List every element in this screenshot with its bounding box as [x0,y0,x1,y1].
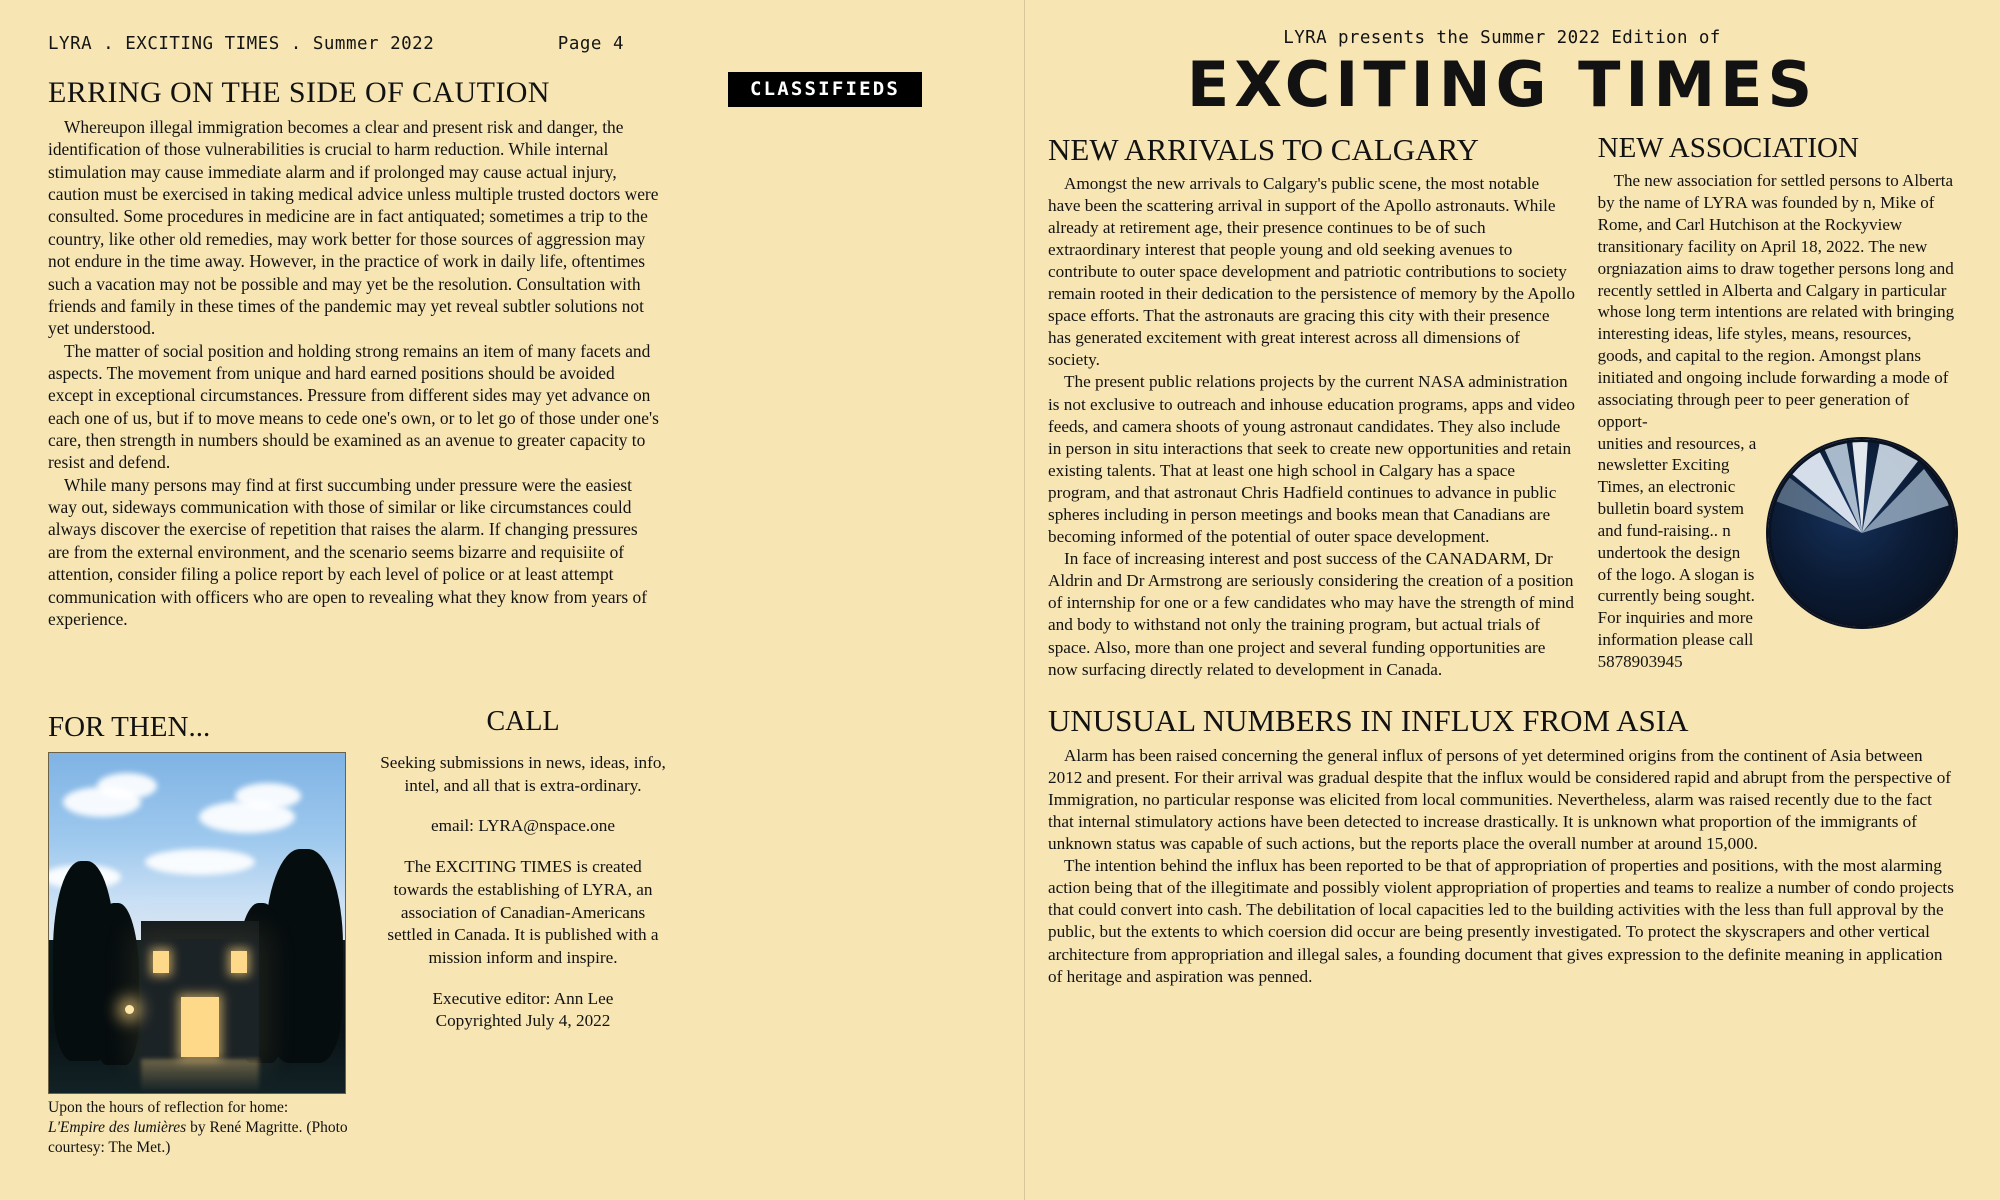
call-seeking-text: Seeking submissions in news, ideas, info, intel, and all that is extra-ordinary. [380,753,666,795]
article-paragraph [1598,170,1956,432]
article-paragraph [48,116,663,340]
paragraph-text: Alarm has been raised concerning the general influx of persons of yet determined origins from the continent of Asia between 2012 and present. For their arrival was gradual despite that the influx would be considered rapid and abrupt from the perspective of Immigration, no particular response was elicited from local communities. Nevertheless, alarm was raised recently due to the fact that internal stimulatory actions have been detected to increase drastically. It is unknown what proportion of the immigrants of unknown status was capable of such actions, but the reports place the overall number at around 15,000. [1048,745,1952,854]
article-unusual-numbers-in-influx-from-asia [1048,703,1956,988]
article-paragraph [48,340,663,474]
paragraph-text: The present public relations projects by the current NASA administration is not exclusive to outreach and inhouse education programs, apps and video feeds, and camera shoots of young astronaut candidates. They also include in person in situ interactions that seek to create new opportunities and retain existing talents. That at least one high school in Calgary has a space program, and that astronaut Chris Hadfield continues to advance in public spheres including in person meetings and books mean that Canadians are becoming informed of the potential of outer space development. [1048,372,1575,547]
article-title: ERRING ON THE SIDE OF CAUTION [48,76,550,109]
classifieds-banner: CLASSIFIEDS [728,72,922,107]
tree-shape [93,903,139,1065]
call-title: CALL [486,706,560,737]
caption-line-2: by René Magritte. (Photo courtesy: The Met.) [48,1118,348,1156]
article-paragraph [1048,745,1956,855]
article-paragraph [1048,371,1576,548]
call-copyright: Copyrighted July 4, 2022 [435,1011,611,1031]
logo-rays-icon [1768,439,1956,627]
left-page-body [48,76,984,1156]
for-then-section [48,712,378,750]
article-new-association [1598,133,1956,681]
article-erring-on-the-side-of-caution [48,76,663,630]
window-shape [153,951,169,973]
call-email[interactable]: email: LYRA@nspace.one [430,816,616,836]
running-masthead: LYRA . EXCITING TIMES . Summer 2022 [48,34,435,54]
article-title: NEW ARRIVALS TO CALGARY [1048,132,1479,168]
right-page-columns [1048,133,1956,681]
doorway-shape [181,997,219,1057]
article-new-arrivals-to-calgary [1048,133,1576,681]
page-number: Page 4 [557,34,624,54]
paragraph-text: Amongst the new arrivals to Calgary's public scene, the most notable have been the scattering arrival in support of the Apollo astronauts. While already at retirement age, their presence continues to be of such extraordinary interest that people young and old seeking avenues to contribute to outer space development and patriotic contributions to society remain rooted in their dedication to the persistence of memory by the Apollo space efforts. That the astronauts are gracing this city with their presence has generated excitement with great interest across all dimensions of society. [1048,173,1575,370]
call-for-submissions [378,706,668,1051]
article-paragraph [1048,173,1576,372]
right-page [1024,0,2000,1200]
streetlamp-glow [125,1005,134,1014]
paragraph-text: The new association for settled persons to Alberta by the name of LYRA was founded by n, Mike of Rome, and Carl Hutchison at the Rockyview transitionary facility on April 18, 2022. The new orgniazation aims to draw together persons long and recently settled in Alberta and Calgary in particular whose long term intentions are related with bringing interesting ideas, life styles, means, resources, goods, and capital to the region. Amongst plans initiated and ongoing include forwarding a mode of associating through peer to peer generation of opport- [1597,171,1955,431]
logo-circle [1768,439,1956,627]
cloud-shape [97,773,157,799]
article-paragraph [48,474,663,631]
masthead-kicker: LYRA presents the Summer 2022 Edition of [1283,28,1721,48]
article-paragraph [1048,855,1956,988]
article-title: NEW ASSOCIATION [1597,132,1859,165]
cloud-shape [235,783,301,809]
call-editor: Executive editor: Ann Lee [432,988,614,1008]
photo-caption [48,1098,358,1157]
paragraph-text: The intention behind the influx has been reported to be that of appropriation of properties and positions, with the most alarming action being that of the illegitimate and possibly violent appropriation of properties and teams to realize a number of condo projects that could convert into cash. The debilitation of local capacities led to the building activities with the less than full approval by the public, but the extents to which coersion did occur are being presently investigated. To protect the skyscrapers and other vertical architecture from appropriation and illegal sales, a founding document that gives expression to the definite meaning in application of heritage and aspiration was penned. [1048,856,1954,986]
photo-empire-of-light [48,752,346,1094]
classifieds-section [690,72,960,107]
article-title: UNUSUAL NUMBERS IN INFLUX FROM ASIA [1048,702,1689,738]
paragraph-text: The matter of social position and holding strong remains an item of many facets and aspects. The movement from unique and hard earned positions should be avoided except in exceptional circumstances. Pressure from different sides may yet advance on each one of us, but if to move means to cede one's own, or to let go of those under one's care, then strength in numbers should be examined as an avenue to greater capacity to resist and defend. [48,340,659,473]
paragraph-text: Whereupon illegal immigration becomes a clear and present risk and danger, the identification of those vulnerabilities is crucial to harm reduction. While internal stimulation may cause immediate alarm and if prolonged may cause actual injury, caution must be exercised in taking medical advice unless multiple trusted doctors were consulted. Some procedures in medicine are in fact antiquated; sometimes a trip to the country, like other old remedies, may work better for those sources of aggression may not endure in the time away. However, in the practice of work in daily life, oftentimes such a vacation may not be possible and may yet be the resolution. Consultation with friends and family in these times of the pandemic may yet reveal subtler solutions not yet understood. [48,117,659,339]
lyra-logo [1768,439,1956,627]
for-then-title: FOR THEN... [48,711,211,743]
caption-line-1: Upon the hours of reflection for home: [48,1099,289,1116]
left-page-header [48,34,984,54]
masthead-title: EXCITING TIMES [1186,48,1818,121]
article-paragraph [1048,548,1576,681]
cloud-shape [145,849,255,875]
house-roof [141,921,259,941]
paragraph-text: unities and resources, a newsletter Exciting Times, an electronic bulletin board system and fund-raising.. n undertook the design of the logo. A slogan is currently being sought. For inquiries and more information please call 5878903945 [1597,433,1757,671]
water-reflection [141,1059,259,1091]
call-mission-text: The EXCITING TIMES is created towards the establishing of LYRA, an association of Canadian-Americans settled in Canada. It is published with a mission inform and inspire. [387,857,659,967]
paragraph-text: While many persons may find at first succumbing under pressure were the easiest way out, sideways communication with those of similar or like circumstances could always discover the exercise of repetition that raises the alarm. If changing pressures are from the external environment, and the scenario seems bizarre and requisiite of attention, consider filing a police report by each level of police or at least attempt communication with officers who are open to revealing what they know from years of experience. [48,474,647,629]
paragraph-text: In face of increasing interest and post success of the CANADARM, Dr Aldrin and Dr Armstrong are seriously considering the creation of a position of internship for one or a few candidates who may have the strength of mind and body to withstand not only the training program, but actual trials of space. Also, more than one project and several funding opportunities are now surfacing directly related to development in Canada. [1048,549,1574,679]
window-shape [231,951,247,973]
caption-artwork-title: L'Empire des lumières [48,1118,187,1136]
